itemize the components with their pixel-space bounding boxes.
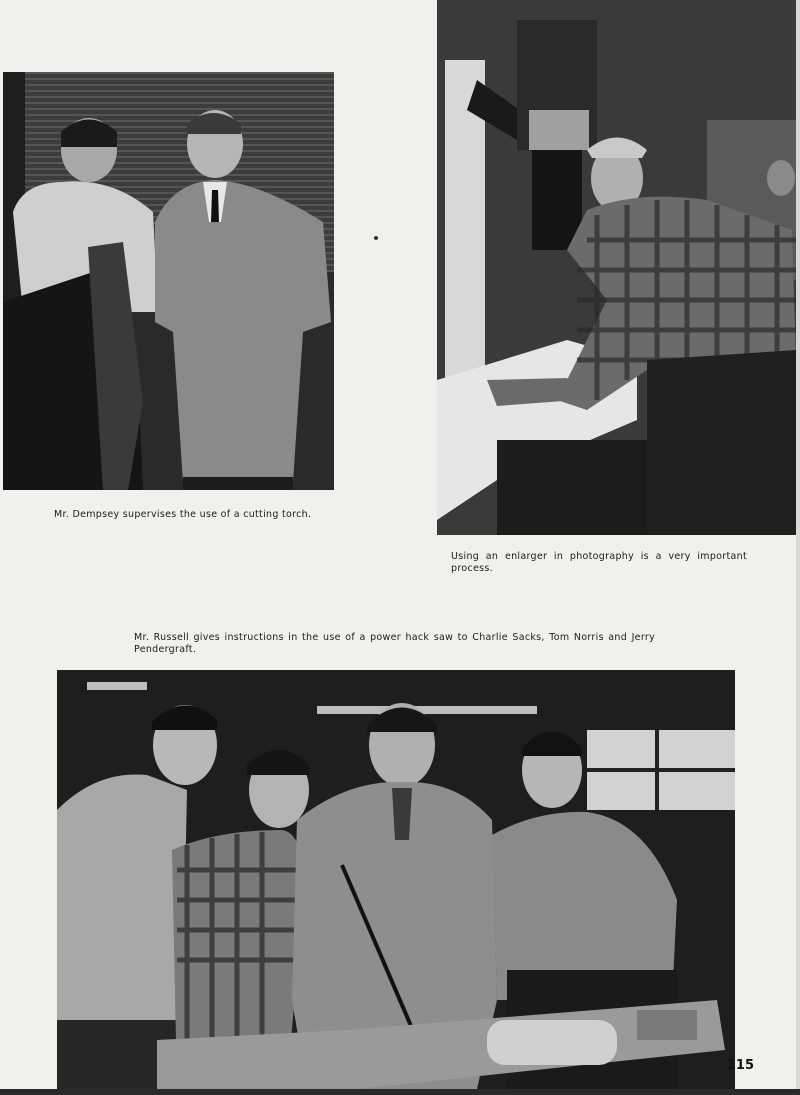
print-speck [374, 236, 378, 240]
cutting-torch-photo [3, 72, 334, 490]
enlarger-photo [437, 0, 796, 535]
hack-saw-photo [57, 670, 735, 1089]
page-edge-bottom [0, 1089, 800, 1095]
hack-saw-caption: Mr. Russell gives instructions in the use of a power hack saw to Charlie Sacks, Tom Norris and Jerry Pendergraft. [134, 632, 655, 655]
cutting-torch-caption: Mr. Dempsey supervises the use of a cutting torch. [54, 509, 312, 520]
page-edge-right [796, 0, 800, 1095]
page-number: 115 [726, 1058, 754, 1073]
enlarger-caption: Using an enlarger in photography is a very important process. [451, 551, 747, 574]
